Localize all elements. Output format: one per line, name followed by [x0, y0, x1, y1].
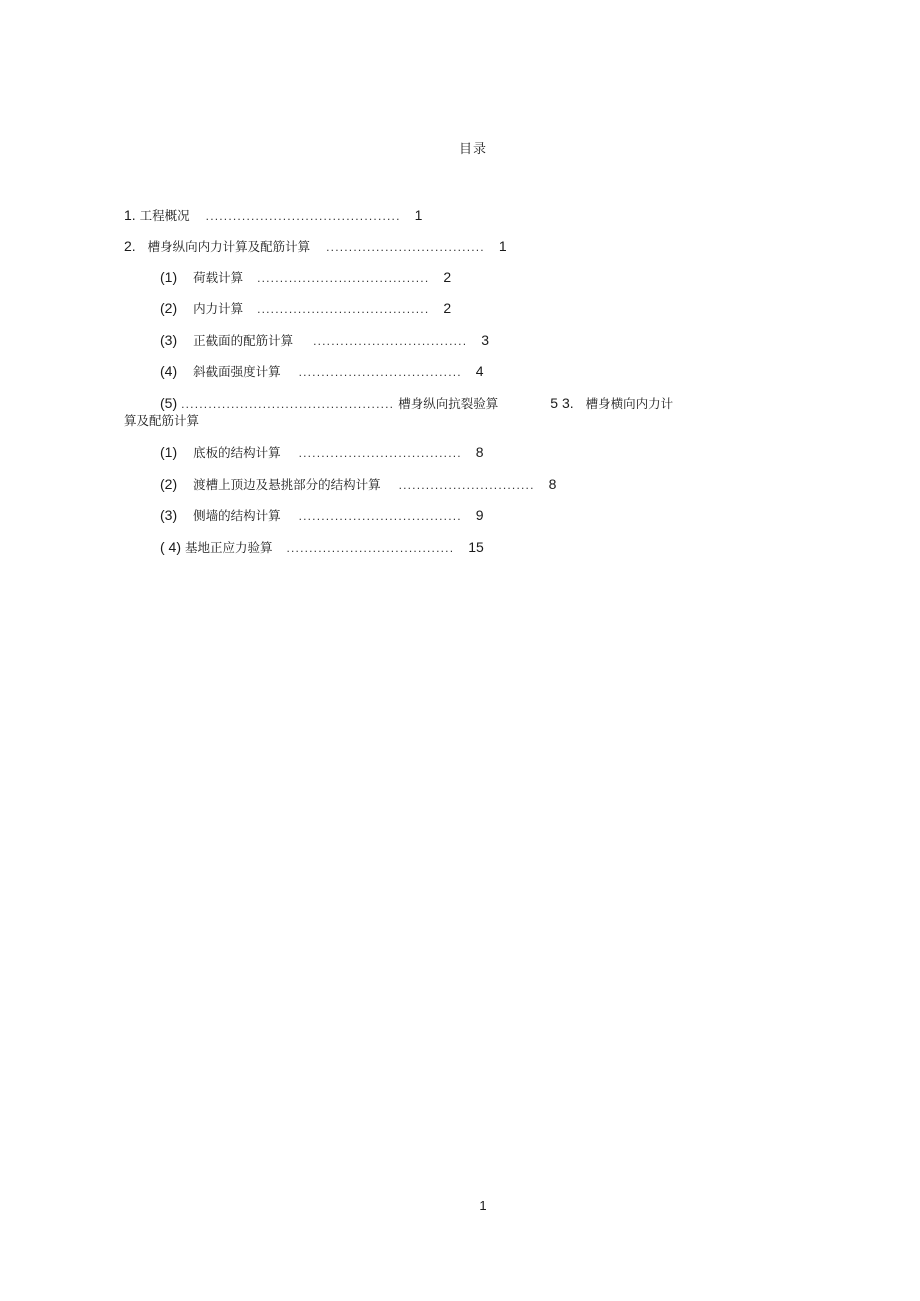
- toc-number: (2): [160, 300, 178, 316]
- toc-text: 算及配筋计算: [124, 413, 200, 428]
- toc-entry-3-4[interactable]: [160, 539, 484, 556]
- toc-text: 渡槽上顶边及悬挑部分的结构计算: [193, 477, 381, 492]
- toc-number: (1): [160, 269, 178, 285]
- toc-entry-2[interactable]: [124, 238, 507, 255]
- toc-page-number: 5: [550, 395, 558, 411]
- toc-entry-2-4[interactable]: [160, 363, 484, 380]
- toc-leader-dots: .....................................: [286, 541, 455, 555]
- toc-number: 1.: [124, 207, 136, 223]
- toc-text: 槽身纵向抗裂验算: [398, 396, 499, 411]
- toc-page-number: 3: [481, 332, 489, 348]
- toc-leader-dots: ...............................................: [181, 397, 395, 411]
- toc-page-number: 4: [475, 363, 484, 379]
- toc-text: 内力计算: [193, 301, 244, 316]
- toc-number: 2.: [124, 238, 136, 254]
- toc-entry-2-5[interactable]: [160, 395, 673, 412]
- toc-text: 槽身纵向内力计算及配筋计算: [147, 239, 311, 254]
- toc-page-number: 8: [475, 444, 484, 460]
- toc-page-number: 1: [414, 207, 423, 223]
- toc-entry-3-3[interactable]: [160, 507, 484, 524]
- toc-number: (3): [160, 507, 178, 523]
- toc-text: 斜截面强度计算: [193, 364, 281, 379]
- toc-text: 工程概况: [139, 208, 190, 223]
- toc-number: (3): [160, 332, 178, 348]
- toc-leader-dots: ...................................: [326, 240, 485, 254]
- toc-entry-3-1[interactable]: [160, 444, 484, 461]
- toc-page-number: 2: [443, 300, 452, 316]
- toc-number: (4): [160, 363, 178, 379]
- toc-entry-1[interactable]: [124, 207, 422, 224]
- toc-text: 槽身横向内力计: [585, 396, 674, 411]
- toc-entry-2-2[interactable]: [160, 300, 451, 317]
- toc-entry-2-3[interactable]: [160, 332, 489, 349]
- toc-leader-dots: ....................................: [298, 509, 462, 523]
- toc-entry-3-wrap: [124, 413, 199, 429]
- toc-leader-dots: ..................................: [313, 334, 468, 348]
- toc-leader-dots: ..............................: [398, 478, 535, 492]
- toc-text: 侧墙的结构计算: [193, 508, 281, 523]
- toc-entry-3-2[interactable]: [160, 476, 556, 493]
- toc-number: (1): [160, 444, 178, 460]
- toc-leader-dots: ......................................: [257, 271, 430, 285]
- page-title: 目录: [458, 142, 487, 157]
- toc-leader-dots: ....................................: [298, 446, 462, 460]
- toc-number: 3.: [561, 395, 574, 411]
- toc-number: (2): [160, 476, 178, 492]
- toc-page-number: 8: [548, 476, 557, 492]
- toc-text: 基地正应力验算: [184, 540, 273, 555]
- toc-text: 荷载计算: [193, 270, 244, 285]
- toc-page-number: 1: [498, 238, 507, 254]
- page-footer-number: 1: [479, 1198, 487, 1213]
- toc-page-number: 15: [468, 539, 484, 555]
- toc-leader-dots: ....................................: [298, 365, 462, 379]
- toc-number: (5): [160, 395, 178, 411]
- toc-text: 正截面的配筋计算: [193, 333, 294, 348]
- toc-number: ( 4): [160, 539, 181, 555]
- toc-page-number: 2: [443, 269, 452, 285]
- toc-entry-2-1[interactable]: [160, 269, 451, 286]
- toc-text: 底板的结构计算: [193, 445, 281, 460]
- toc-leader-dots: ...........................................: [205, 209, 401, 223]
- toc-leader-dots: ......................................: [257, 302, 430, 316]
- toc-page-number: 9: [475, 507, 484, 523]
